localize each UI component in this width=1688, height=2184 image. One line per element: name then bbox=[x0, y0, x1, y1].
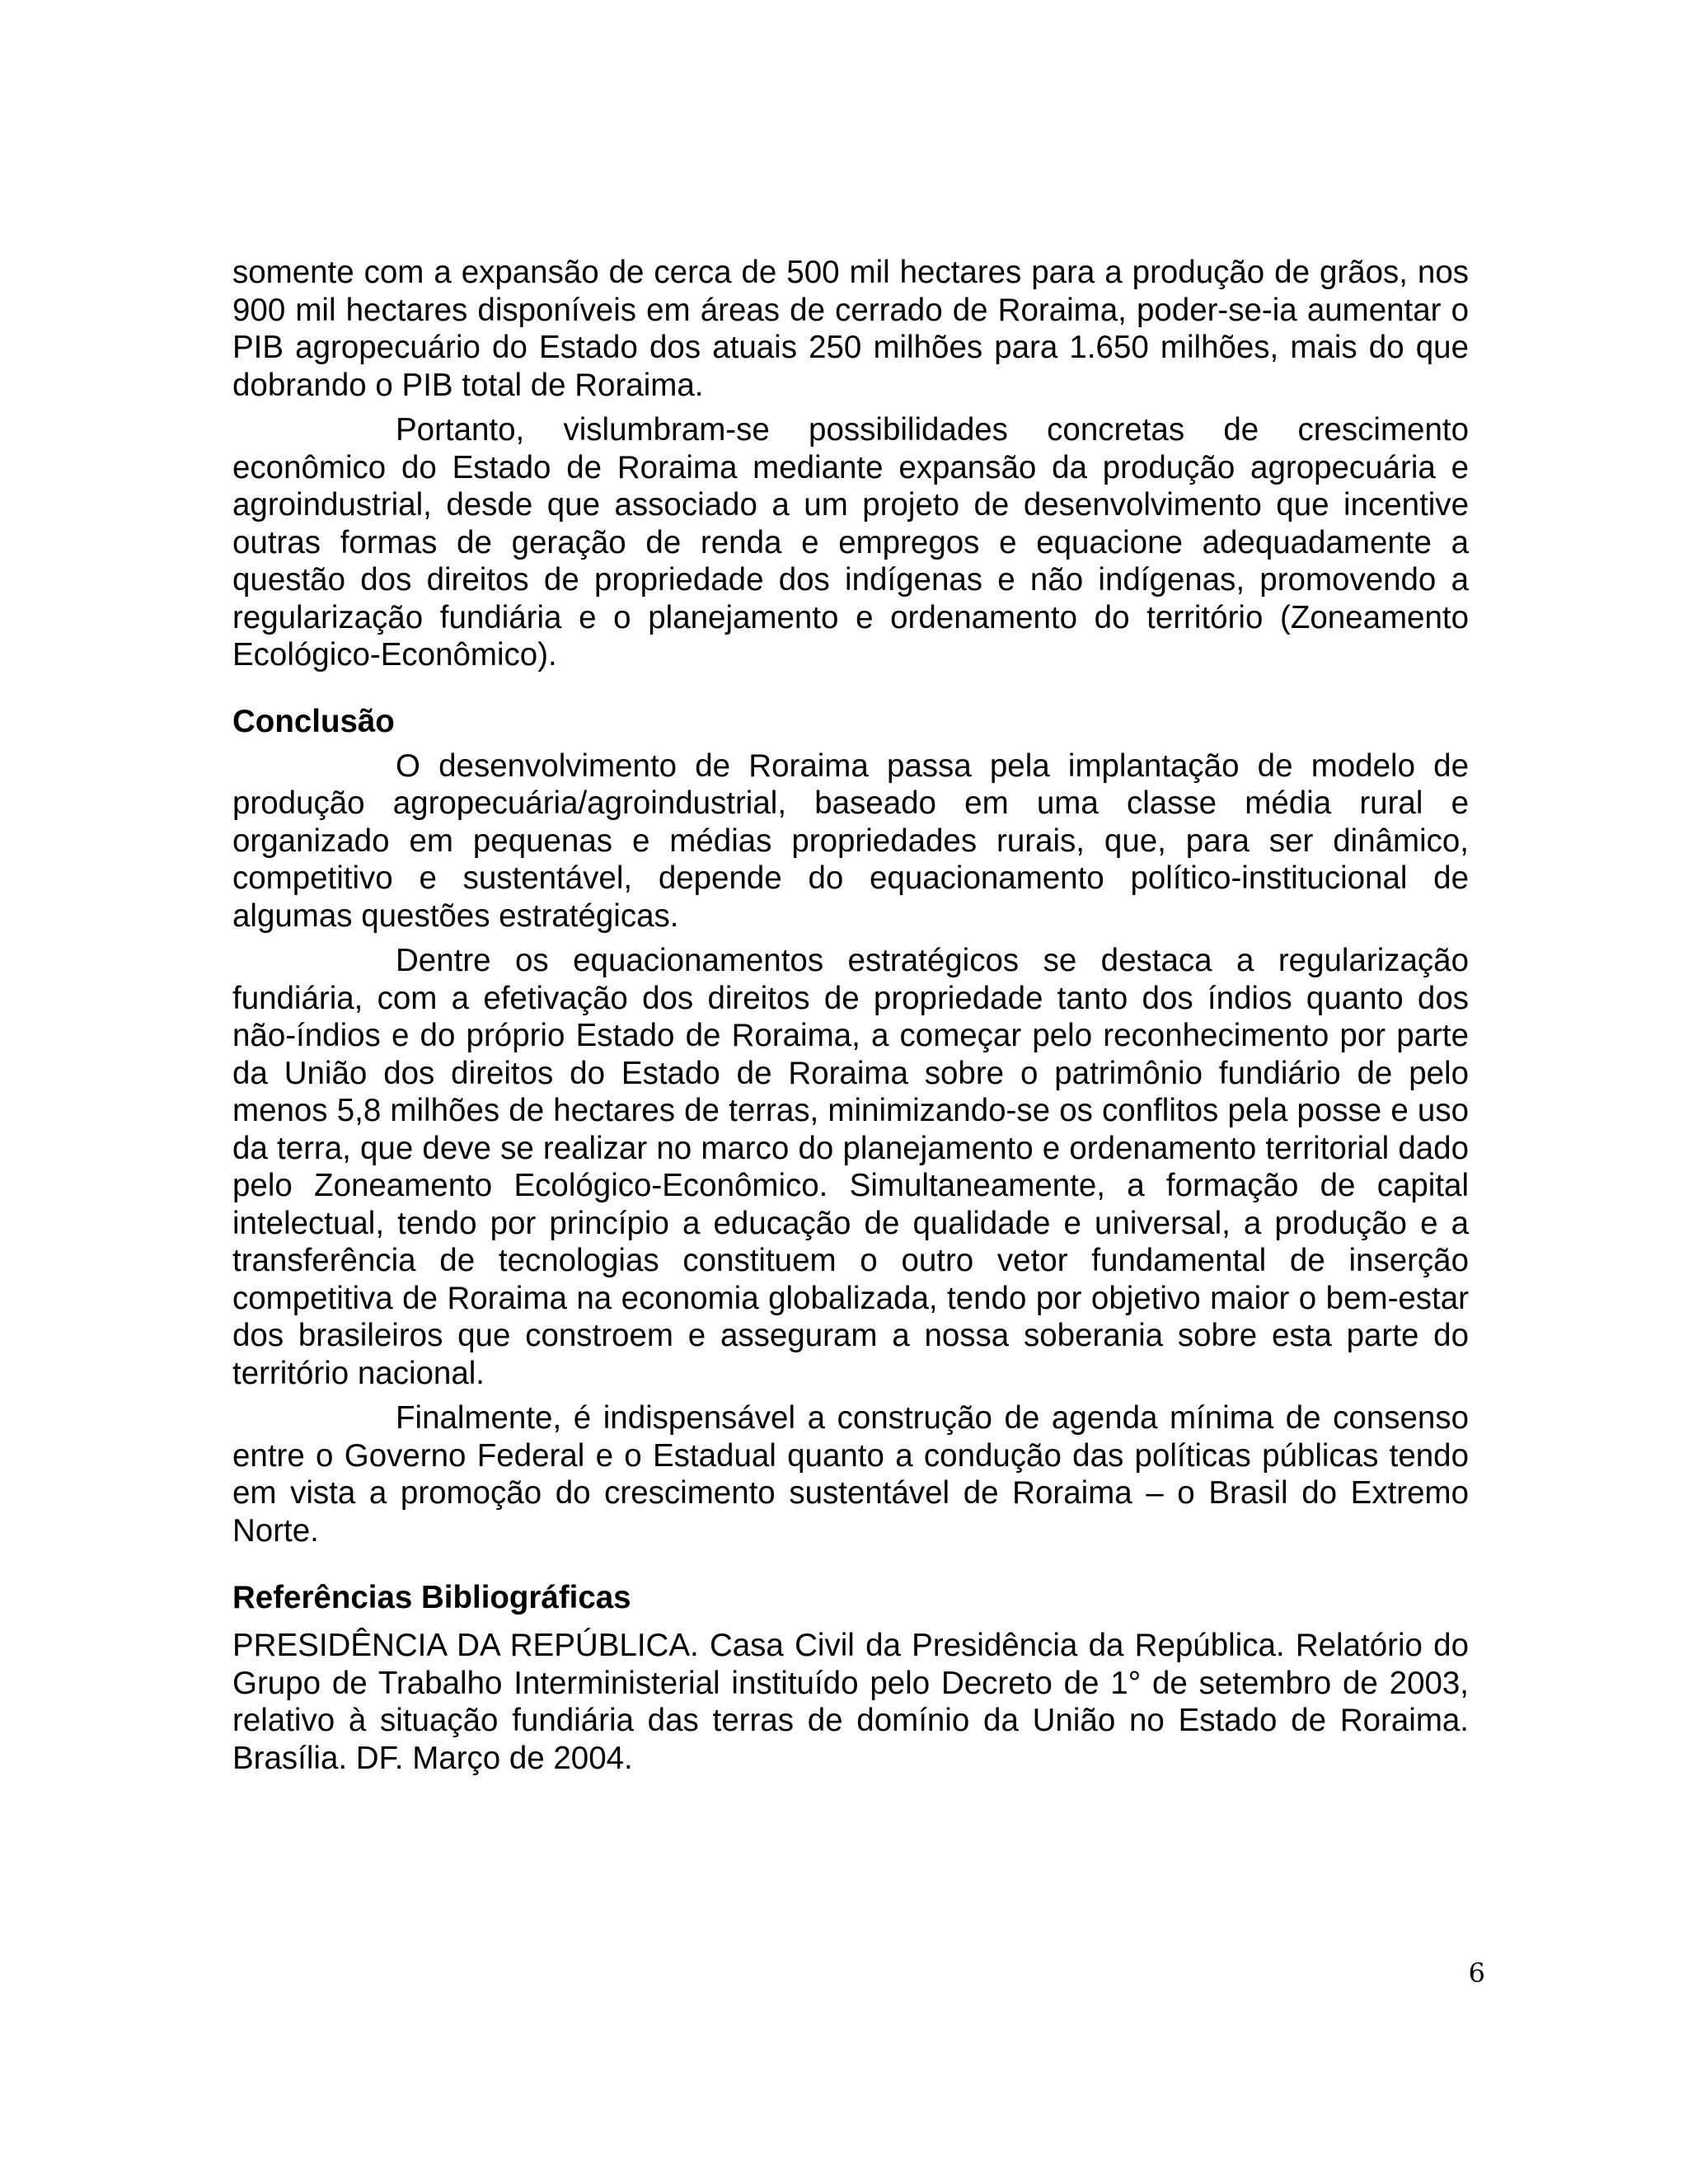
paragraph-consensus-agenda: Finalmente, é indispensável a construção de agenda mínima de consenso entre o Governo Federal e o Estadual quanto a condução das políticas públicas tendo em vista a promoção do crescimento sustentável de Roraima – o Brasil do Extremo Norte. bbox=[232, 1400, 1469, 1549]
paragraph-pib-expansion: somente com a expansão de cerca de 500 mil hectares para a produção de grãos, nos 900 mil hectares disponíveis em áreas de cerrado de Roraima, poder-se-ia aumentar o PIB agropecuário do Estado dos atuais 250 milhões para 1.650 milhões, mais do que dobrando o PIB total de Roraima. bbox=[232, 255, 1469, 403]
paragraph-growth-possibilities: Portanto, vislumbram-se possibilidades concretas de crescimento econômico do Estado de Roraima mediante expansão da produção agropecuária e agroindustrial, desde que associado a um projeto de desenvolvimento que incentive outras formas de geração de renda e empregos e equacione adequadamente a questão dos direitos de propriedade dos indígenas e não indígenas, promovendo a regularização fundiária e o planejamento e ordenamento do território (Zoneamento Ecológico-Econômico). bbox=[232, 412, 1469, 673]
page-number: 6 bbox=[1468, 1957, 1485, 1989]
section-heading-references: Referências Bibliográficas bbox=[232, 1580, 631, 1615]
page-body bbox=[232, 254, 1469, 1777]
paragraph-development-model: O desenvolvimento de Roraima passa pela implantação de modelo de produção agropecuária/agroindustrial, baseado em uma classe média rural e organizado em pequenas e médias propriedades rurais, que, para ser dinâmico, competitivo e sustentável, depende do equacionamento político-institucional de algumas questões estratégicas. bbox=[232, 748, 1469, 934]
reference-item: PRESIDÊNCIA DA REPÚBLICA. Casa Civil da Presidência da República. Relatório do Grupo de Trabalho Interministerial instituído pelo Decreto de 1° de setembro de 2003, relativo à situação fundiária das terras de domínio da União no Estado de Roraima. Brasília. DF. Março de 2004. bbox=[232, 1628, 1469, 1776]
paragraph-land-regularization: Dentre os equacionamentos estratégicos se destaca a regularização fundiária, com a efetivação dos direitos de propriedade tanto dos índios quanto dos não-índios e do próprio Estado de Roraima, a começar pelo reconhecimento por parte da União dos direitos do Estado de Roraima sobre o patrimônio fundiário de pelo menos 5,8 milhões de hectares de terras, minimizando-se os conflitos pela posse e uso da terra, que deve se realizar no marco do planejamento e ordenamento territorial dado pelo Zoneamento Ecológico-Econômico. Simultaneamente, a formação de capital intelectual, tendo por princípio a educação de qualidade e universal, a produção e a transferência de tecnologias constituem o outro vetor fundamental de inserção competitiva de Roraima na economia globalizada, tendo por objetivo maior o bem-estar dos brasileiros que constroem e asseguram a nossa soberania sobre esta parte do território nacional. bbox=[232, 943, 1469, 1391]
section-heading-conclusion: Conclusão bbox=[232, 703, 395, 739]
